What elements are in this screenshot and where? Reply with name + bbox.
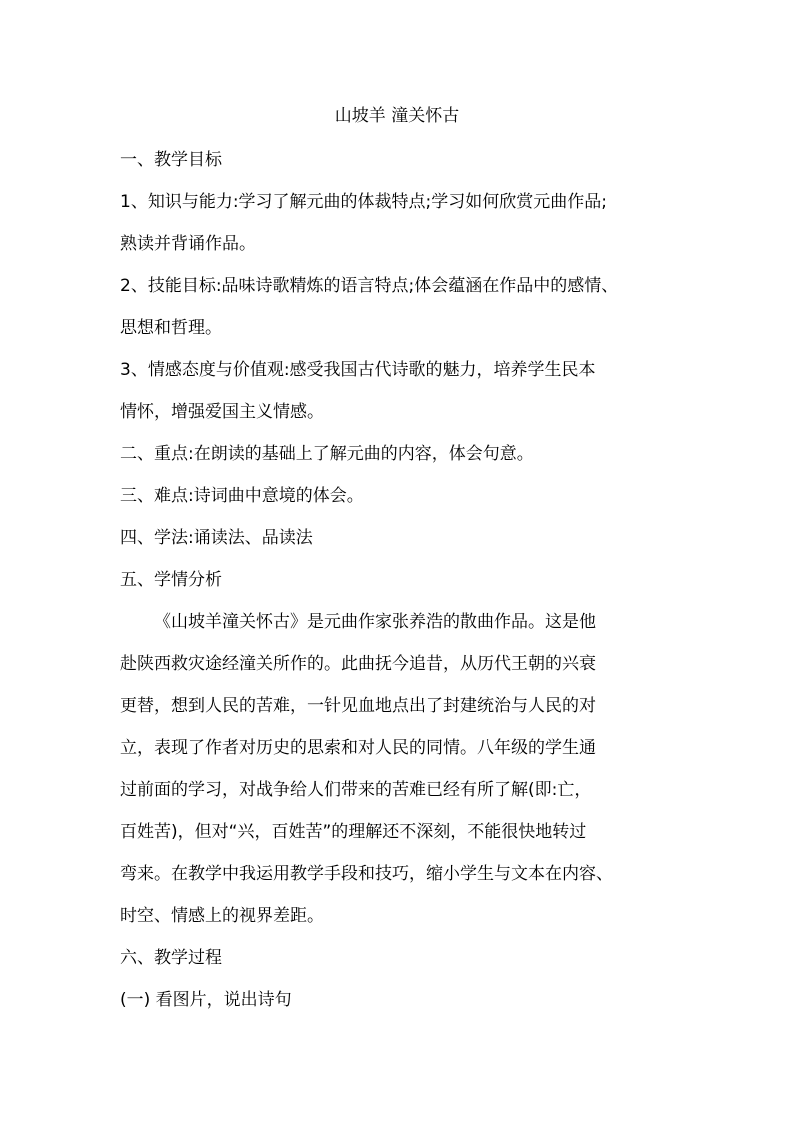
objective-emotion-line-2: 情怀，增强爱国主义情感。 [120,402,324,422]
analysis-paragraph-line-6: 百姓苦)，但对“兴，百姓苦”的理解还不深刻，不能很快地转过 [120,822,587,842]
analysis-paragraph-line-3: 更替，想到人民的苦难，一针见血地点出了封建统治与人民的对 [120,696,596,716]
section-learning-methods: 四、学法:诵读法、品读法 [120,528,313,548]
objective-skill-line-1: 2、技能目标:品味诗歌精炼的语言特点;体会蕴涵在作品中的感情、 [120,276,619,296]
section-key-points: 二、重点:在朗读的基础上了解元曲的内容，体会句意。 [120,444,534,464]
objective-emotion-line-1: 3、情感态度与价值观:感受我国古代诗歌的魅力，培养学生民本 [120,360,596,380]
objective-knowledge-line-1: 1、知识与能力:学习了解元曲的体裁特点;学习如何欣赏元曲作品; [120,192,607,212]
process-step-1: (一) 看图片，说出诗句 [120,990,292,1010]
objective-knowledge-line-2: 熟读并背诵作品。 [120,234,256,254]
section-difficulties: 三、难点:诗词曲中意境的体会。 [120,486,364,506]
analysis-paragraph-line-2: 赴陕西救灾途经潼关所作的。此曲抚今追昔，从历代王朝的兴衰 [120,654,596,674]
section-heading-process: 六、教学过程 [120,948,222,968]
analysis-paragraph-line-1: 《山坡羊潼关怀古》是元曲作家张养浩的散曲作品。这是他 [154,612,596,632]
objective-skill-line-2: 思想和哲理。 [120,318,222,338]
analysis-paragraph-line-4: 立，表现了作者对历史的思索和对人民的同情。八年级的学生通 [120,738,596,758]
analysis-paragraph-line-5: 过前面的学习，对战争给人们带来的苦难已经有所了解(即:亡， [120,780,592,800]
section-heading-objectives: 一、教学目标 [120,150,222,170]
document-title: 山坡羊 潼关怀古 [334,106,460,126]
analysis-paragraph-line-8: 时空、情感上的视界差距。 [120,906,324,926]
analysis-paragraph-line-7: 弯来。在教学中我运用教学手段和技巧，缩小学生与文本在内容、 [120,864,613,884]
section-heading-analysis: 五、学情分析 [120,570,222,590]
